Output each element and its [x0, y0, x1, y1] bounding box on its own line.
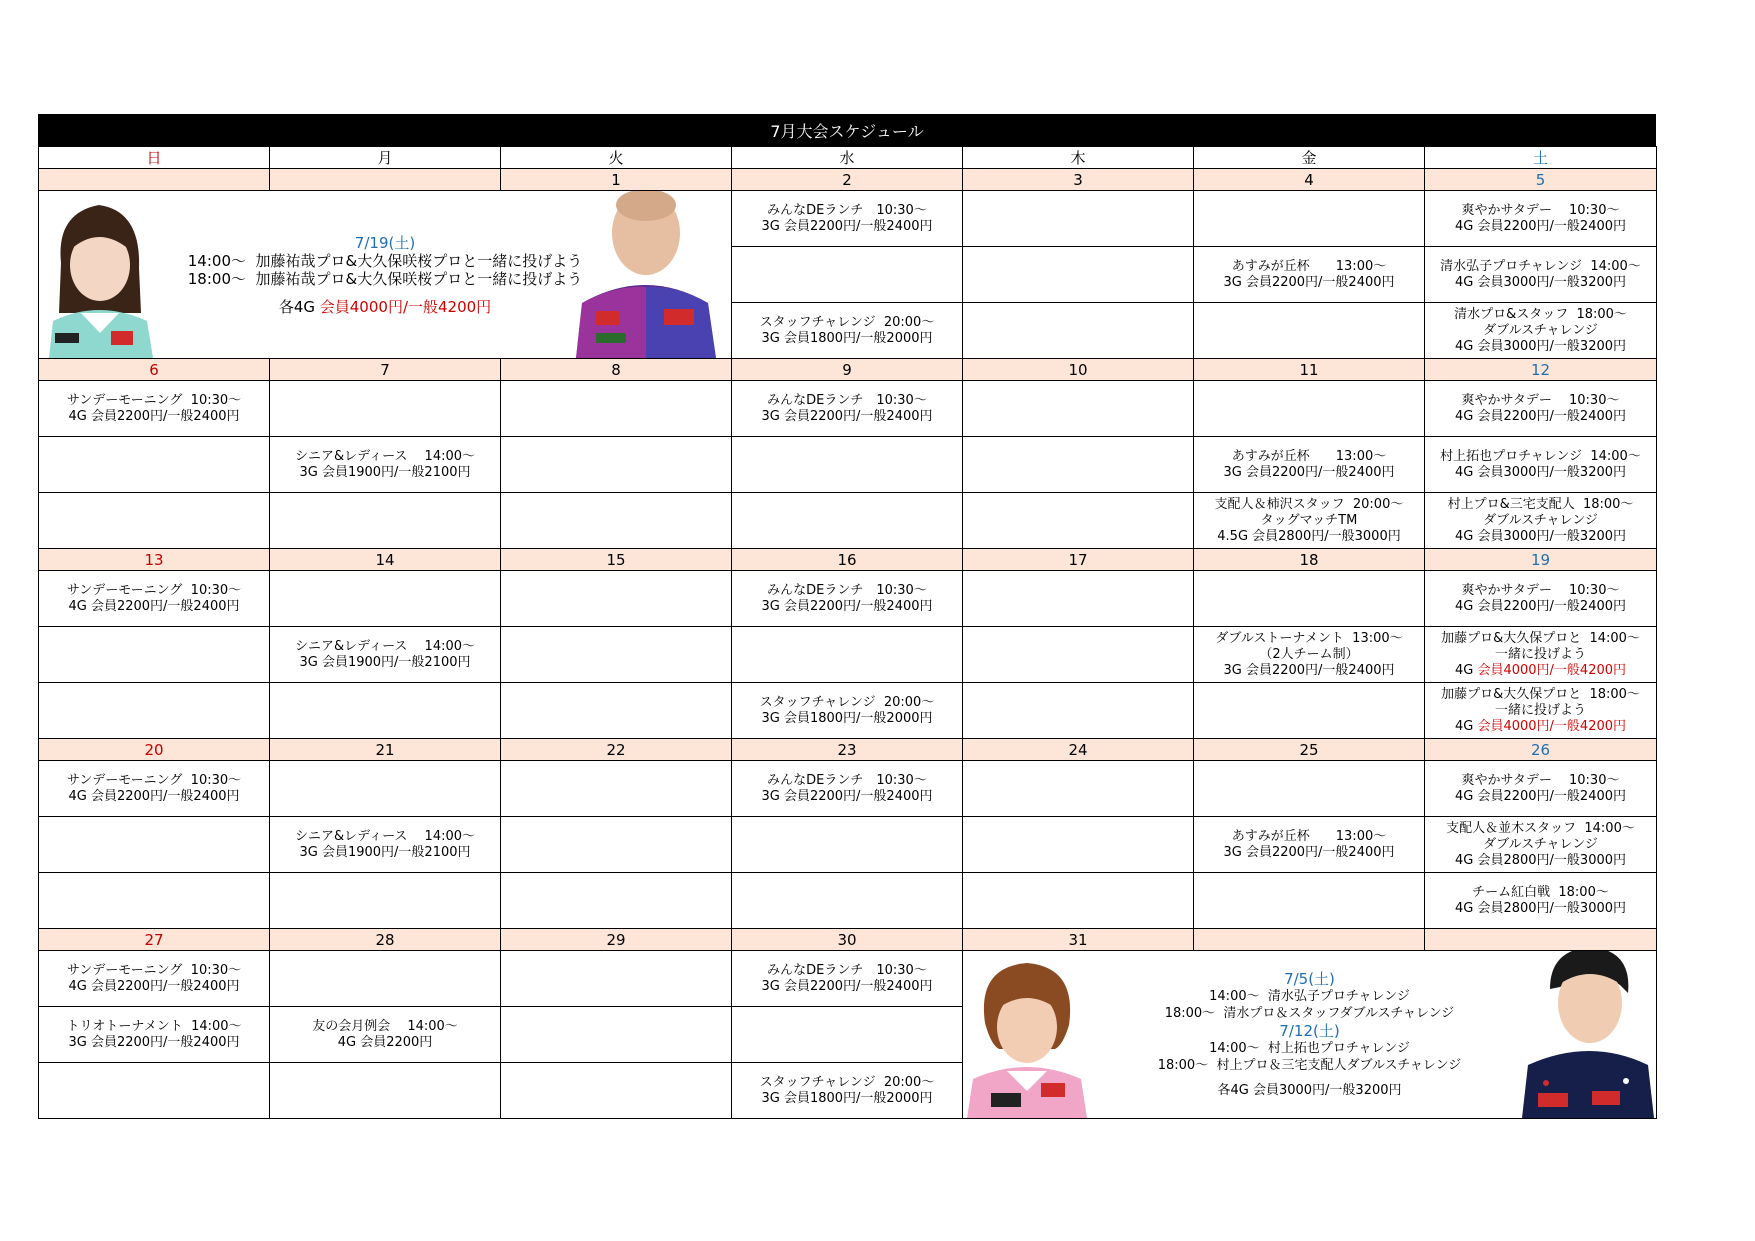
event-cell [1194, 493, 1425, 549]
date-cell [270, 169, 501, 191]
date-cell [39, 169, 270, 191]
price-highlight: 会員4000円/一般4200円 [319, 297, 492, 316]
price-prefix: 4G [1454, 662, 1478, 678]
empty-cell [501, 683, 732, 739]
empty-cell [963, 381, 1194, 437]
event-cell [732, 191, 963, 247]
event-name-2: 一緒に投げよう [1494, 646, 1586, 662]
empty-cell [1194, 683, 1425, 739]
empty-cell [39, 817, 270, 873]
event-name: サンデーモーニング 10:30～ [66, 392, 242, 408]
date-cell: 8 [501, 359, 732, 381]
event-price: 4G 会員2800円/一般3000円 [1454, 900, 1627, 916]
event-name: 清水プロ&スタッフ 18:00～ [1454, 306, 1627, 322]
event-name: 清水弘子プロチャレンジ 14:00～ [1440, 258, 1641, 274]
weekday-tue: 火 [501, 147, 732, 169]
event-price: 3G 会員2200円/一般2400円 [761, 598, 933, 614]
date-cell: 15 [501, 549, 732, 571]
event-row [39, 683, 1657, 739]
banner-line: 14:00～ 清水弘子プロチャレンジ [1209, 989, 1410, 1004]
empty-cell [501, 437, 732, 493]
event-price: 4G 会員2200円/一般2400円 [68, 408, 240, 424]
empty-cell [501, 817, 732, 873]
event-cell [270, 437, 501, 493]
event-name: 支配人＆並木スタッフ 14:00～ [1446, 820, 1635, 836]
empty-cell [270, 493, 501, 549]
empty-cell [732, 873, 963, 929]
empty-cell [963, 571, 1194, 627]
event-cell [1194, 627, 1425, 683]
empty-cell [963, 247, 1194, 303]
special-event-banner-5-12 [963, 951, 1657, 1119]
empty-cell [963, 761, 1194, 817]
event-price: 3G 会員2200円/一般2400円 [1223, 844, 1395, 860]
event-name: シニア&レディース 14:00～ [294, 448, 476, 464]
event-cell [1425, 817, 1657, 873]
empty-cell [1194, 191, 1425, 247]
special-event-banner-19 [39, 191, 732, 359]
date-cell: 22 [501, 739, 732, 761]
empty-cell [39, 627, 270, 683]
empty-cell [501, 951, 732, 1007]
empty-cell [732, 627, 963, 683]
event-name: 村上拓也プロチャレンジ 14:00～ [1440, 448, 1641, 464]
weekday-sun: 日 [39, 147, 270, 169]
date-cell: 23 [732, 739, 963, 761]
date-cell: 2 [732, 169, 963, 191]
event-name: 加藤プロ&大久保プロと 18:00～ [1441, 686, 1640, 702]
event-name-2: ダブルスチャレンジ [1483, 512, 1598, 528]
event-cell [1194, 247, 1425, 303]
event-cell [1425, 437, 1657, 493]
weekday-mon: 月 [270, 147, 501, 169]
event-name: 友の会月例会 14:00～ [312, 1018, 458, 1034]
date-row [39, 359, 1657, 381]
event-price: 4G 会員3000円/一般3200円 [1454, 464, 1627, 480]
date-cell: 29 [501, 929, 732, 951]
event-price: 4G 会員2800円/一般3000円 [1454, 852, 1627, 868]
date-cell: 10 [963, 359, 1194, 381]
event-cell [39, 571, 270, 627]
banner-price: 各4G 会員3000円/一般3200円 [1217, 1083, 1402, 1098]
empty-cell [270, 683, 501, 739]
date-cell: 31 [963, 929, 1194, 951]
event-row [39, 381, 1657, 437]
banner-line: 14:00～ 村上拓也プロチャレンジ [1209, 1041, 1410, 1056]
event-name: トリオトーナメント 14:00～ [66, 1018, 242, 1034]
date-cell: 11 [1194, 359, 1425, 381]
banner-date: 7/5(土) [1284, 970, 1335, 988]
empty-cell [270, 873, 501, 929]
empty-cell [1194, 761, 1425, 817]
event-price: 3G 会員1900円/一般2100円 [299, 844, 471, 860]
price-prefix: 各4G [278, 297, 320, 316]
event-name: シニア&レディース 14:00～ [294, 638, 476, 654]
date-cell: 5 [1425, 169, 1657, 191]
event-name: 爽やかサタデー 10:30～ [1461, 582, 1620, 598]
event-cell [39, 761, 270, 817]
event-price: 3G 会員2200円/一般2400円 [761, 788, 933, 804]
empty-cell [501, 493, 732, 549]
empty-cell [501, 1063, 732, 1119]
empty-cell [501, 571, 732, 627]
event-price [1425, 663, 1656, 679]
event-price: 4G 会員2200円/一般2400円 [1454, 598, 1627, 614]
date-cell: 27 [39, 929, 270, 951]
event-cell [732, 1063, 963, 1119]
calendar-table [38, 146, 1657, 1119]
date-row [39, 169, 1657, 191]
event-cell [1425, 571, 1657, 627]
event-price: 4G 会員3000円/一般3200円 [1454, 274, 1627, 290]
date-cell: 21 [270, 739, 501, 761]
date-cell: 7 [270, 359, 501, 381]
banner-line: 18:00～ 清水プロ＆スタッフダブルスチャレンジ [1164, 1006, 1455, 1021]
empty-cell [270, 951, 501, 1007]
event-name: 加藤プロ&大久保プロと 14:00～ [1441, 630, 1640, 646]
event-name-2: タッグマッチTM [1260, 512, 1358, 528]
event-name: チーム紅白戦 18:00～ [1472, 884, 1609, 900]
event-price: 3G 会員1800円/一般2000円 [761, 330, 933, 346]
empty-cell [270, 381, 501, 437]
event-price: 4G 会員3000円/一般3200円 [1454, 528, 1627, 544]
event-cell [1425, 381, 1657, 437]
event-name: 村上プロ&三宅支配人 18:00～ [1447, 496, 1634, 512]
banner-line: 18:00～ 村上プロ＆三宅支配人ダブルスチャレンジ [1157, 1058, 1462, 1073]
event-price: 3G 会員2200円/一般2400円 [761, 978, 933, 994]
event-price: 4G 会員2200円 [337, 1034, 433, 1050]
empty-cell [39, 493, 270, 549]
event-name: サンデーモーニング 10:30～ [66, 772, 242, 788]
weekday-fri: 金 [1194, 147, 1425, 169]
empty-cell [732, 493, 963, 549]
event-price: 4G 会員2200円/一般2400円 [68, 978, 240, 994]
date-cell: 28 [270, 929, 501, 951]
event-row [39, 437, 1657, 493]
event-cell [270, 817, 501, 873]
event-price: 3G 会員1800円/一般2000円 [761, 710, 933, 726]
event-name: あすみが丘杯 13:00～ [1231, 828, 1387, 844]
event-row [39, 493, 1657, 549]
event-cell [1194, 817, 1425, 873]
date-cell: 18 [1194, 549, 1425, 571]
empty-cell [270, 761, 501, 817]
date-cell: 3 [963, 169, 1194, 191]
empty-cell [1194, 381, 1425, 437]
event-price: 3G 会員2200円/一般2400円 [761, 218, 933, 234]
date-cell: 12 [1425, 359, 1657, 381]
date-cell: 4 [1194, 169, 1425, 191]
date-cell: 30 [732, 929, 963, 951]
event-price: 3G 会員2200円/一般2400円 [1223, 274, 1395, 290]
event-name: 爽やかサタデー 10:30～ [1461, 772, 1620, 788]
date-cell [1194, 929, 1425, 951]
event-cell [39, 951, 270, 1007]
weekday-sat: 土 [1425, 147, 1657, 169]
event-cell [732, 951, 963, 1007]
event-name: 爽やかサタデー 10:30～ [1461, 392, 1620, 408]
event-cell [1425, 683, 1657, 739]
event-cell [1194, 437, 1425, 493]
empty-cell [963, 303, 1194, 359]
date-row [39, 739, 1657, 761]
event-row [39, 761, 1657, 817]
empty-cell [732, 1007, 963, 1063]
date-cell: 25 [1194, 739, 1425, 761]
event-name: みんなDEランチ 10:30～ [767, 392, 927, 408]
empty-cell [39, 683, 270, 739]
event-price [1425, 719, 1656, 735]
date-cell: 16 [732, 549, 963, 571]
event-price: 4.5G 会員2800円/一般3000円 [1217, 528, 1401, 544]
event-price: 3G 会員1900円/一般2100円 [299, 464, 471, 480]
empty-cell [501, 761, 732, 817]
weekday-wed: 水 [732, 147, 963, 169]
date-cell: 1 [501, 169, 732, 191]
event-price: 3G 会員1900円/一般2100円 [299, 654, 471, 670]
event-name: ダブルストーナメント 13:00～ [1215, 630, 1403, 646]
event-cell [1425, 873, 1657, 929]
event-cell [270, 1007, 501, 1063]
event-name: みんなDEランチ 10:30～ [767, 772, 927, 788]
event-cell [1425, 191, 1657, 247]
empty-cell [963, 683, 1194, 739]
event-price: 4G 会員2200円/一般2400円 [1454, 218, 1627, 234]
empty-cell [39, 873, 270, 929]
event-name: サンデーモーニング 10:30～ [66, 582, 242, 598]
event-cell [39, 381, 270, 437]
empty-cell [501, 627, 732, 683]
banner-text-19 [39, 191, 731, 358]
empty-cell [501, 873, 732, 929]
event-name: スタッフチャレンジ 20:00～ [759, 694, 935, 710]
date-row [39, 929, 1657, 951]
event-cell [732, 381, 963, 437]
date-row [39, 549, 1657, 571]
empty-cell [501, 381, 732, 437]
schedule-title: 7月大会スケジュール [38, 114, 1656, 146]
empty-cell [963, 191, 1194, 247]
event-cell [1425, 493, 1657, 549]
event-name-2: 一緒に投げよう [1494, 702, 1586, 718]
empty-cell [963, 817, 1194, 873]
empty-cell [963, 493, 1194, 549]
date-cell: 14 [270, 549, 501, 571]
price-prefix: 4G [1454, 718, 1478, 734]
date-cell: 20 [39, 739, 270, 761]
schedule-sheet [38, 114, 1656, 1119]
empty-cell [1194, 303, 1425, 359]
empty-cell [270, 571, 501, 627]
event-name-2: ダブルスチャレンジ [1483, 322, 1598, 338]
event-cell [270, 627, 501, 683]
event-name: スタッフチャレンジ 20:00～ [759, 1074, 935, 1090]
event-name: スタッフチャレンジ 20:00～ [759, 314, 935, 330]
event-name: あすみが丘杯 13:00～ [1231, 258, 1387, 274]
event-name: みんなDEランチ 10:30～ [767, 202, 927, 218]
event-cell [39, 1007, 270, 1063]
empty-cell [1194, 873, 1425, 929]
event-cell [732, 761, 963, 817]
event-cell [1425, 247, 1657, 303]
banner-date: 7/19(土) [354, 233, 416, 252]
event-row [39, 817, 1657, 873]
event-name: サンデーモーニング 10:30～ [66, 962, 242, 978]
banner-date: 7/12(土) [1279, 1022, 1340, 1040]
event-cell [732, 571, 963, 627]
event-row [39, 191, 1657, 247]
date-cell: 9 [732, 359, 963, 381]
event-price: 4G 会員2200円/一般2400円 [1454, 788, 1627, 804]
event-row [39, 951, 1657, 1007]
empty-cell [39, 1063, 270, 1119]
weekday-header-row [39, 147, 1657, 169]
empty-cell [963, 437, 1194, 493]
weekday-thu: 木 [963, 147, 1194, 169]
empty-cell [732, 437, 963, 493]
event-name: あすみが丘杯 13:00～ [1231, 448, 1387, 464]
banner-price [279, 298, 491, 316]
event-price: 4G 会員2200円/一般2400円 [68, 598, 240, 614]
banner-line: 18:00～ 加藤祐哉プロ&大久保咲桜プロと一緒に投げよう [187, 269, 583, 288]
date-cell: 17 [963, 549, 1194, 571]
empty-cell [963, 627, 1194, 683]
event-price: 4G 会員2200円/一般2400円 [68, 788, 240, 804]
date-cell: 24 [963, 739, 1194, 761]
event-price: 3G 会員2200円/一般2400円 [1223, 662, 1395, 678]
empty-cell [501, 1007, 732, 1063]
date-cell [1425, 929, 1657, 951]
event-name: シニア&レディース 14:00～ [294, 828, 476, 844]
empty-cell [963, 873, 1194, 929]
price-highlight: 会員4000円/一般4200円 [1477, 718, 1627, 734]
event-name: みんなDEランチ 10:30～ [767, 582, 927, 598]
banner-line: 14:00～ 加藤祐哉プロ&大久保咲桜プロと一緒に投げよう [187, 251, 583, 270]
event-row [39, 873, 1657, 929]
event-cell [732, 303, 963, 359]
event-cell [1425, 761, 1657, 817]
event-name: 爽やかサタデー 10:30～ [1461, 202, 1620, 218]
event-price: 3G 会員2200円/一般2400円 [761, 408, 933, 424]
empty-cell [1194, 571, 1425, 627]
empty-cell [39, 437, 270, 493]
event-cell [1425, 627, 1657, 683]
event-cell [732, 683, 963, 739]
date-cell: 19 [1425, 549, 1657, 571]
event-row [39, 571, 1657, 627]
event-name: 支配人＆柿沢スタッフ 20:00～ [1214, 496, 1404, 512]
event-price: 3G 会員2200円/一般2400円 [1223, 464, 1395, 480]
empty-cell [732, 817, 963, 873]
event-price: 3G 会員1800円/一般2000円 [761, 1090, 933, 1106]
empty-cell [732, 247, 963, 303]
event-name: みんなDEランチ 10:30～ [767, 962, 927, 978]
date-cell: 13 [39, 549, 270, 571]
event-row [39, 627, 1657, 683]
date-cell: 6 [39, 359, 270, 381]
event-cell [1425, 303, 1657, 359]
event-name-2: （2人チーム制） [1259, 646, 1359, 662]
event-price: 4G 会員2200円/一般2400円 [1454, 408, 1627, 424]
empty-cell [270, 1063, 501, 1119]
date-cell: 26 [1425, 739, 1657, 761]
banner-text-5-12 [963, 951, 1656, 1118]
event-price: 3G 会員2200円/一般2400円 [68, 1034, 240, 1050]
price-highlight: 会員4000円/一般4200円 [1477, 662, 1627, 678]
event-price: 4G 会員3000円/一般3200円 [1454, 338, 1627, 354]
event-name-2: ダブルスチャレンジ [1483, 836, 1598, 852]
